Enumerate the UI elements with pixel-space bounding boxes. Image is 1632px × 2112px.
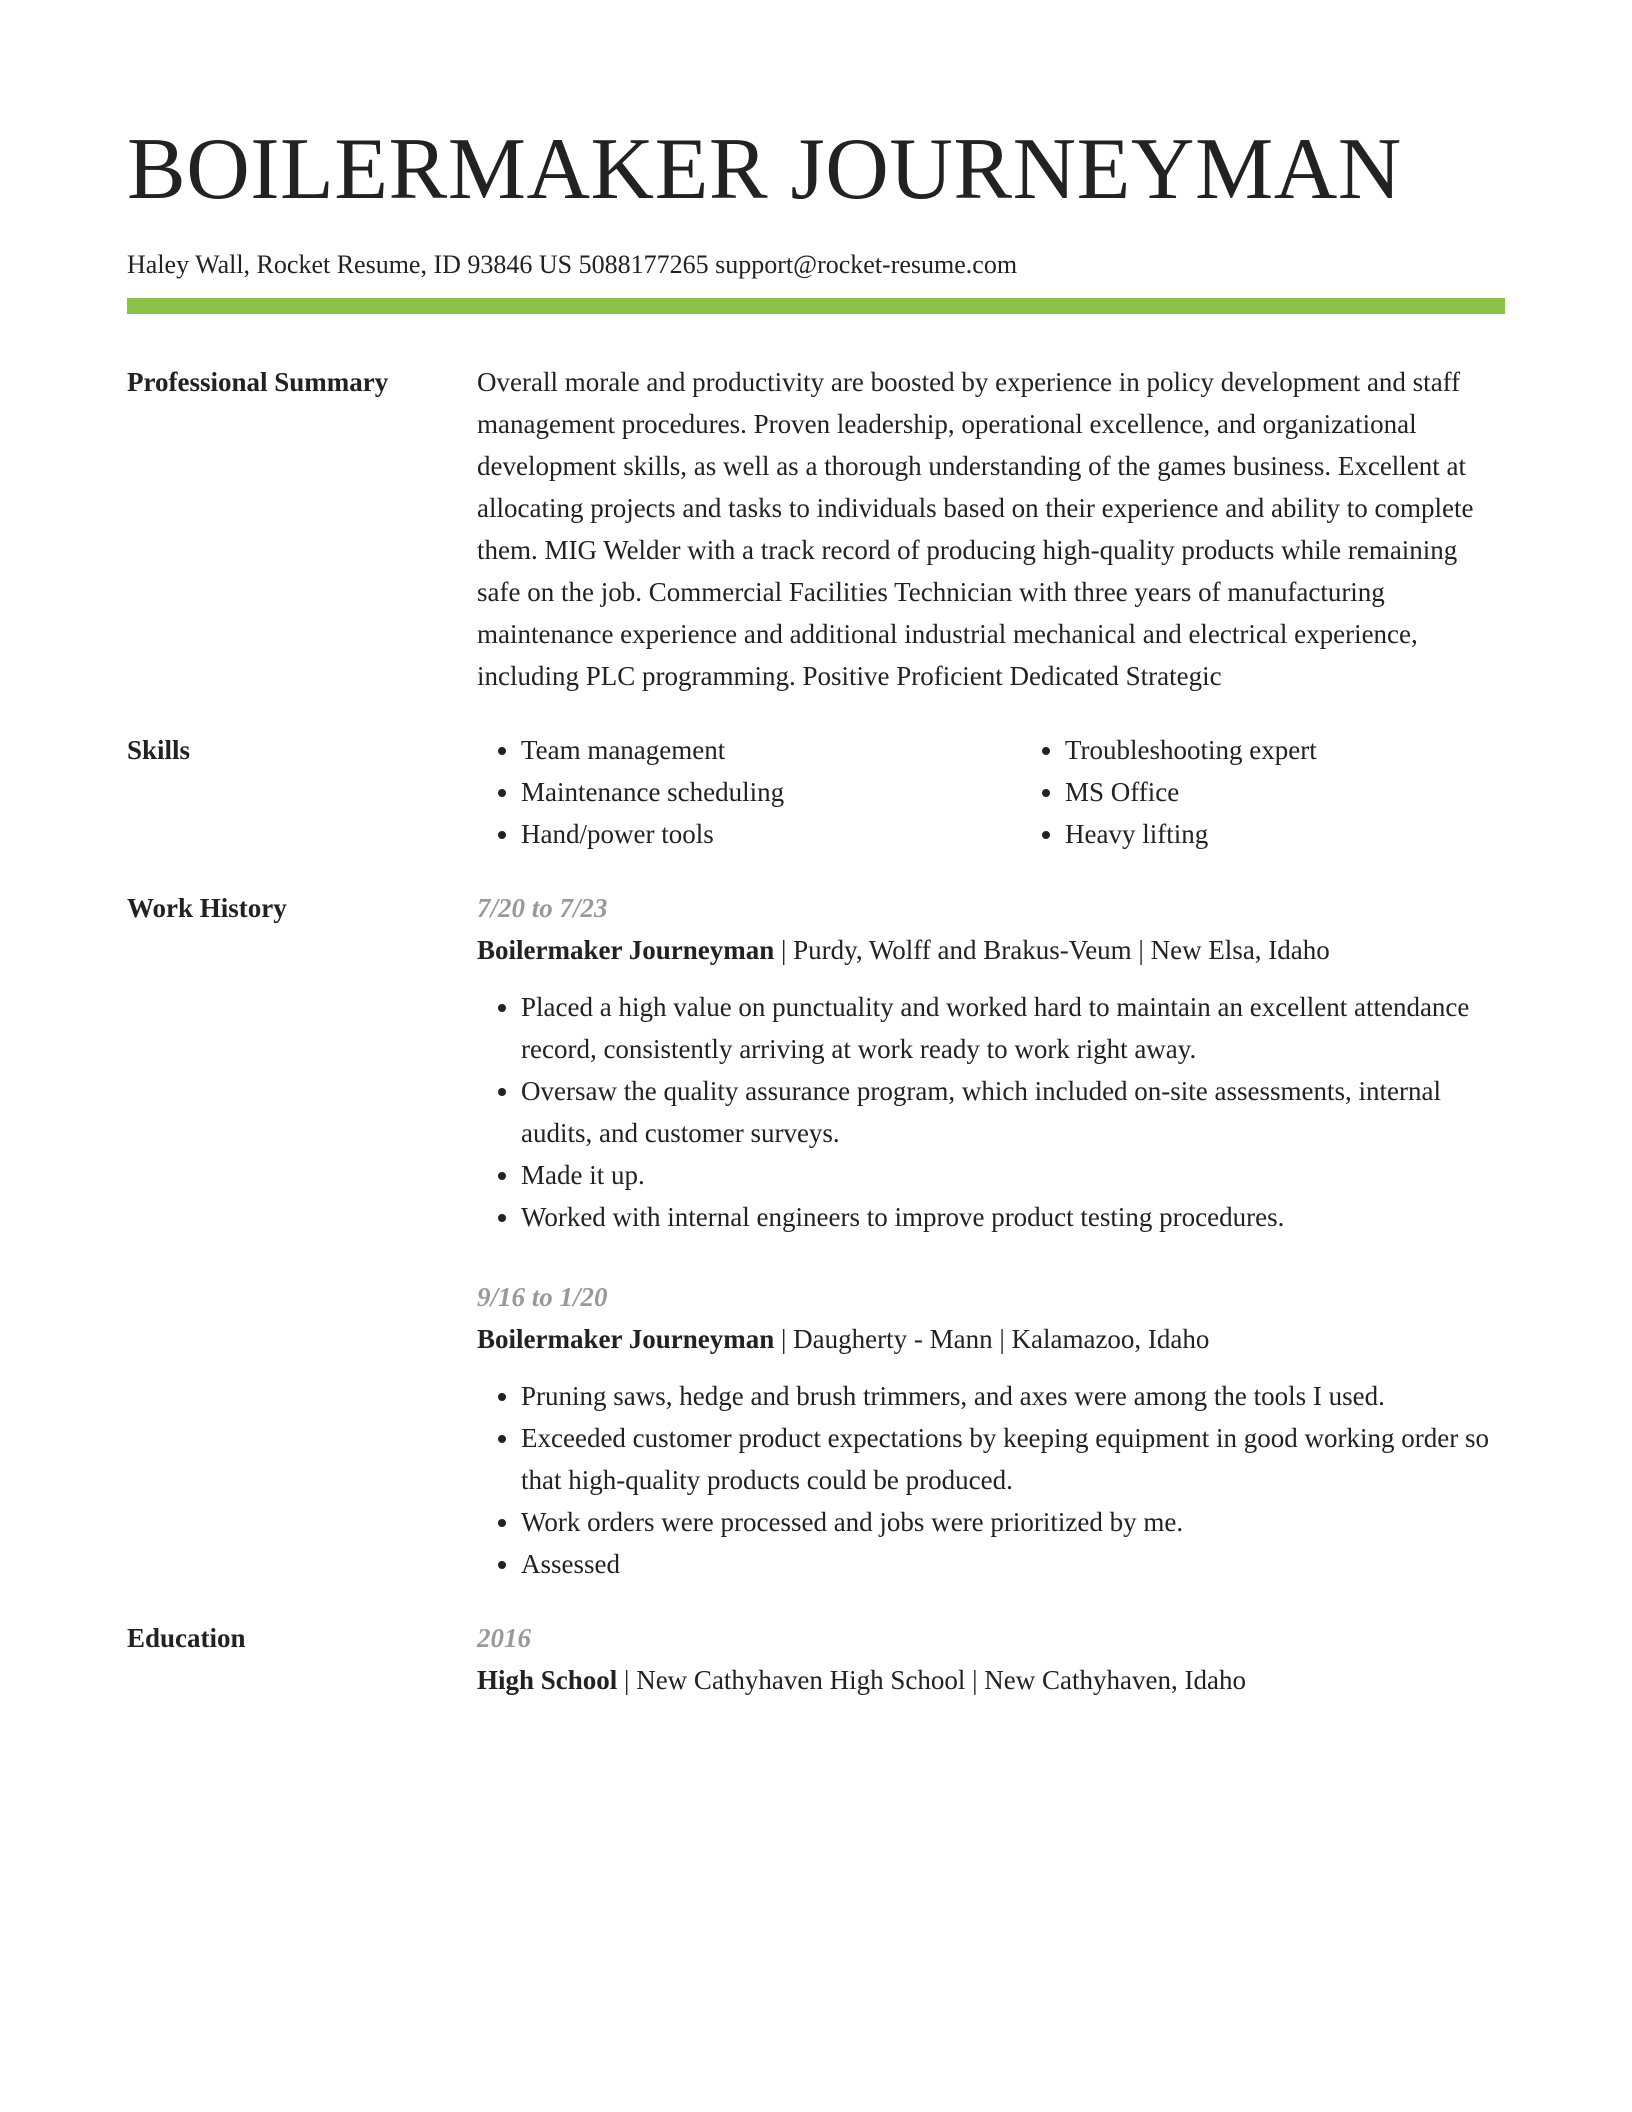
job-heading <box>477 1318 1505 1360</box>
job-entry <box>477 1276 1505 1585</box>
education-details: | New Cathyhaven High School | New Cathyhaven, Idaho <box>617 1665 1246 1695</box>
job-dates: 7/20 to 7/23 <box>477 893 608 923</box>
job-dates: 9/16 to 1/20 <box>477 1282 608 1312</box>
skills-column-right <box>1021 729 1565 855</box>
job-bullet: • Placed a high value on punctuality and worked hard to maintain an excellent attendance record, consistently arriving at work ready to work right away. <box>521 986 1505 1070</box>
education-section <box>127 1617 1505 1701</box>
job-bullet: • Exceeded customer product expectations by keeping equipment in good working order so that high-quality products could be produced. <box>521 1417 1505 1501</box>
section-label-skills: Skills <box>127 735 191 765</box>
skills-section <box>127 729 1505 855</box>
job-entry <box>477 887 1505 1238</box>
skill-item: • Heavy lifting <box>1065 813 1565 855</box>
job-details: | Purdy, Wolff and Brakus-Veum | New Elsa, Idaho <box>774 935 1330 965</box>
resume-title: BOILERMAKER JOURNEYMAN <box>127 121 1402 218</box>
skill-item: • Troubleshooting expert <box>1065 729 1565 771</box>
skills-grid <box>477 729 1565 855</box>
job-details: | Daugherty - Mann | Kalamazoo, Idaho <box>774 1324 1210 1354</box>
accent-divider <box>127 298 1505 314</box>
summary-section <box>127 361 1505 697</box>
section-label-work-history: Work History <box>127 893 287 923</box>
section-label-education: Education <box>127 1623 246 1653</box>
skills-column-left <box>477 729 1021 855</box>
job-bullet: • Made it up. <box>521 1154 1505 1196</box>
skill-item: • Team management <box>521 729 1021 771</box>
job-heading <box>477 929 1505 971</box>
summary-text: Overall morale and productivity are boosted by experience in policy development and staff management procedures. Proven leadership, operational excellence, and organizational development skills, as well as a thorough understanding of the games business. Excellent at allocating projects and tasks to individuals based on their experience and ability to complete them. MIG Welder with a track record of producing high-quality products while remaining safe on the job. Commercial Facilities Technician with three years of manufacturing maintenance experience and additional industrial mechanical and electrical experience, including PLC programming. Positive Proficient Dedicated Strategic <box>477 367 1474 691</box>
section-label-summary: Professional Summary <box>127 367 389 397</box>
education-degree: High School <box>477 1665 618 1695</box>
job-title: Boilermaker Journeyman <box>477 1324 775 1354</box>
work-history-body <box>477 887 1505 1585</box>
education-heading <box>477 1659 1505 1701</box>
work-history-section <box>127 887 1505 1585</box>
skills-body <box>477 729 1565 855</box>
job-bullets <box>477 1375 1505 1585</box>
education-year: 2016 <box>477 1623 531 1653</box>
education-body <box>477 1617 1505 1701</box>
skill-item: • Maintenance scheduling <box>521 771 1021 813</box>
job-bullet: • Worked with internal engineers to improve product testing procedures. <box>521 1196 1505 1238</box>
skill-item: • MS Office <box>1065 771 1565 813</box>
job-bullets <box>477 986 1505 1238</box>
job-bullet: • Pruning saws, hedge and brush trimmers, and axes were among the tools I used. <box>521 1375 1505 1417</box>
job-title: Boilermaker Journeyman <box>477 935 775 965</box>
contact-line: Haley Wall, Rocket Resume, ID 93846 US 5088177265 support@rocket-resume.com <box>127 250 1018 279</box>
skill-item: • Hand/power tools <box>521 813 1021 855</box>
job-bullet: • Work orders were processed and jobs were prioritized by me. <box>521 1501 1505 1543</box>
job-bullet: • Oversaw the quality assurance program, which included on-site assessments, internal audits, and customer surveys. <box>521 1070 1505 1154</box>
job-bullet: • Assessed <box>521 1543 1505 1585</box>
